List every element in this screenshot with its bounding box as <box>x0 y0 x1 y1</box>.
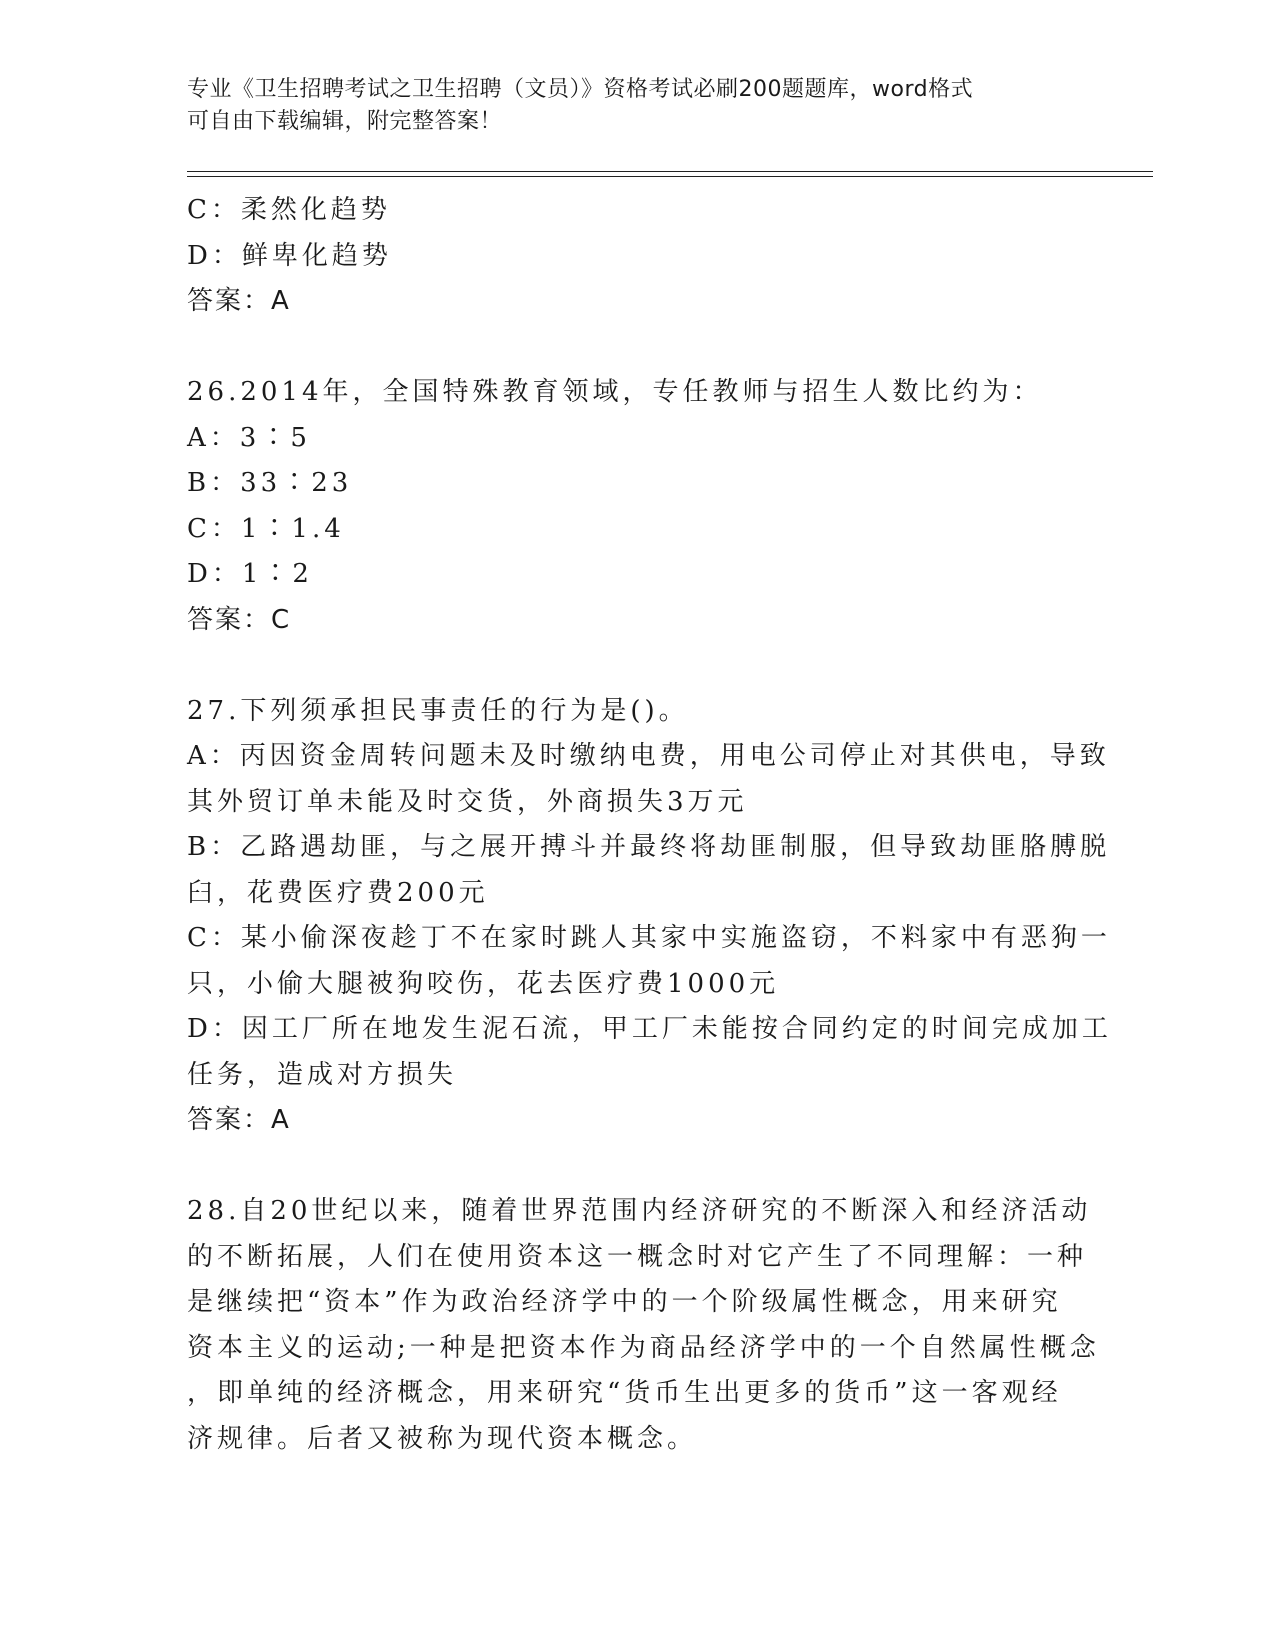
header-rule-bottom <box>187 176 1153 177</box>
question-stem-line-5: ，即单纯的经济概念，用来研究“货币生出更多的货币”这一客观经 <box>187 1378 1062 1408</box>
answer: 答案：A <box>187 286 291 316</box>
option-d: D：鲜卑化趋势 <box>187 240 392 271</box>
document-header <box>187 74 1067 138</box>
answer: 答案：C <box>187 604 292 635</box>
document-body <box>187 188 1112 1462</box>
header-line-1: 专业《卫生招聘考试之卫生招聘（文员）》资格考试必刷200题题库，word格式 <box>187 77 974 102</box>
option-a-line-2: 其外贸订单未能及时交货，外商损失3万元 <box>187 786 748 817</box>
option-c: C：1∶1.4 <box>187 513 345 544</box>
question-stem: 27.下列须承担民事责任的行为是()。 <box>187 695 689 726</box>
question-26 <box>187 370 1087 643</box>
option-a-line-1: A：丙因资金周转问题未及时缴纳电费，用电公司停止对其供电，导致 <box>187 741 1110 771</box>
spacer <box>187 325 1087 371</box>
option-b-line-1: B：乙路遇劫匪，与之展开搏斗并最终将劫匪制服，但导致劫匪胳膊脱 <box>187 832 1111 862</box>
option-d-line-1: D：因工厂所在地发生泥石流，甲工厂未能按合同约定的时间完成加工 <box>187 1014 1112 1044</box>
option-a: A：3∶5 <box>187 422 311 453</box>
option-c-line-1: C：某小偷深夜趁丁不在家时跳人其家中实施盗窃，不料家中有恶狗一 <box>187 923 1111 953</box>
question-stem-line-3: 是继续把“资本”作为政治经济学中的一个阶级属性概念，用来研究 <box>187 1287 1062 1317</box>
question-27 <box>187 689 1112 1144</box>
question-25 <box>187 188 1087 325</box>
option-c-line-2: 只，小偷大腿被狗咬伤，花去医疗费1000元 <box>187 968 780 999</box>
question-stem-line-6: 济规律。后者又被称为现代资本概念。 <box>187 1423 698 1454</box>
option-b-line-2: 臼，花费医疗费200元 <box>187 877 489 908</box>
option-d-line-2: 任务，造成对方损失 <box>187 1059 458 1090</box>
answer: 答案：A <box>187 1105 291 1135</box>
option-b: B：33∶23 <box>187 468 353 498</box>
option-c: C：柔然化趋势 <box>187 195 391 225</box>
header-rule-top <box>187 171 1153 172</box>
question-stem-line-4: 资本主义的运动;一种是把资本作为商品经济学中的一个自然属性概念 <box>187 1332 1100 1363</box>
question-28 <box>187 1189 1100 1462</box>
question-stem: 26.2014年，全国特殊教育领域，专任教师与招生人数比约为： <box>187 377 1043 407</box>
spacer <box>187 643 1087 689</box>
header-line-2: 可自由下载编辑，附完整答案！ <box>187 109 503 134</box>
question-stem-line-2: 的不断拓展，人们在使用资本这一概念时对它产生了不同理解：一种 <box>187 1241 1088 1272</box>
spacer <box>187 1144 1087 1190</box>
question-stem-line-1: 28.自20世纪以来，随着世界范围内经济研究的不断深入和经济活动 <box>187 1196 1092 1226</box>
option-d: D：1∶2 <box>187 559 313 589</box>
